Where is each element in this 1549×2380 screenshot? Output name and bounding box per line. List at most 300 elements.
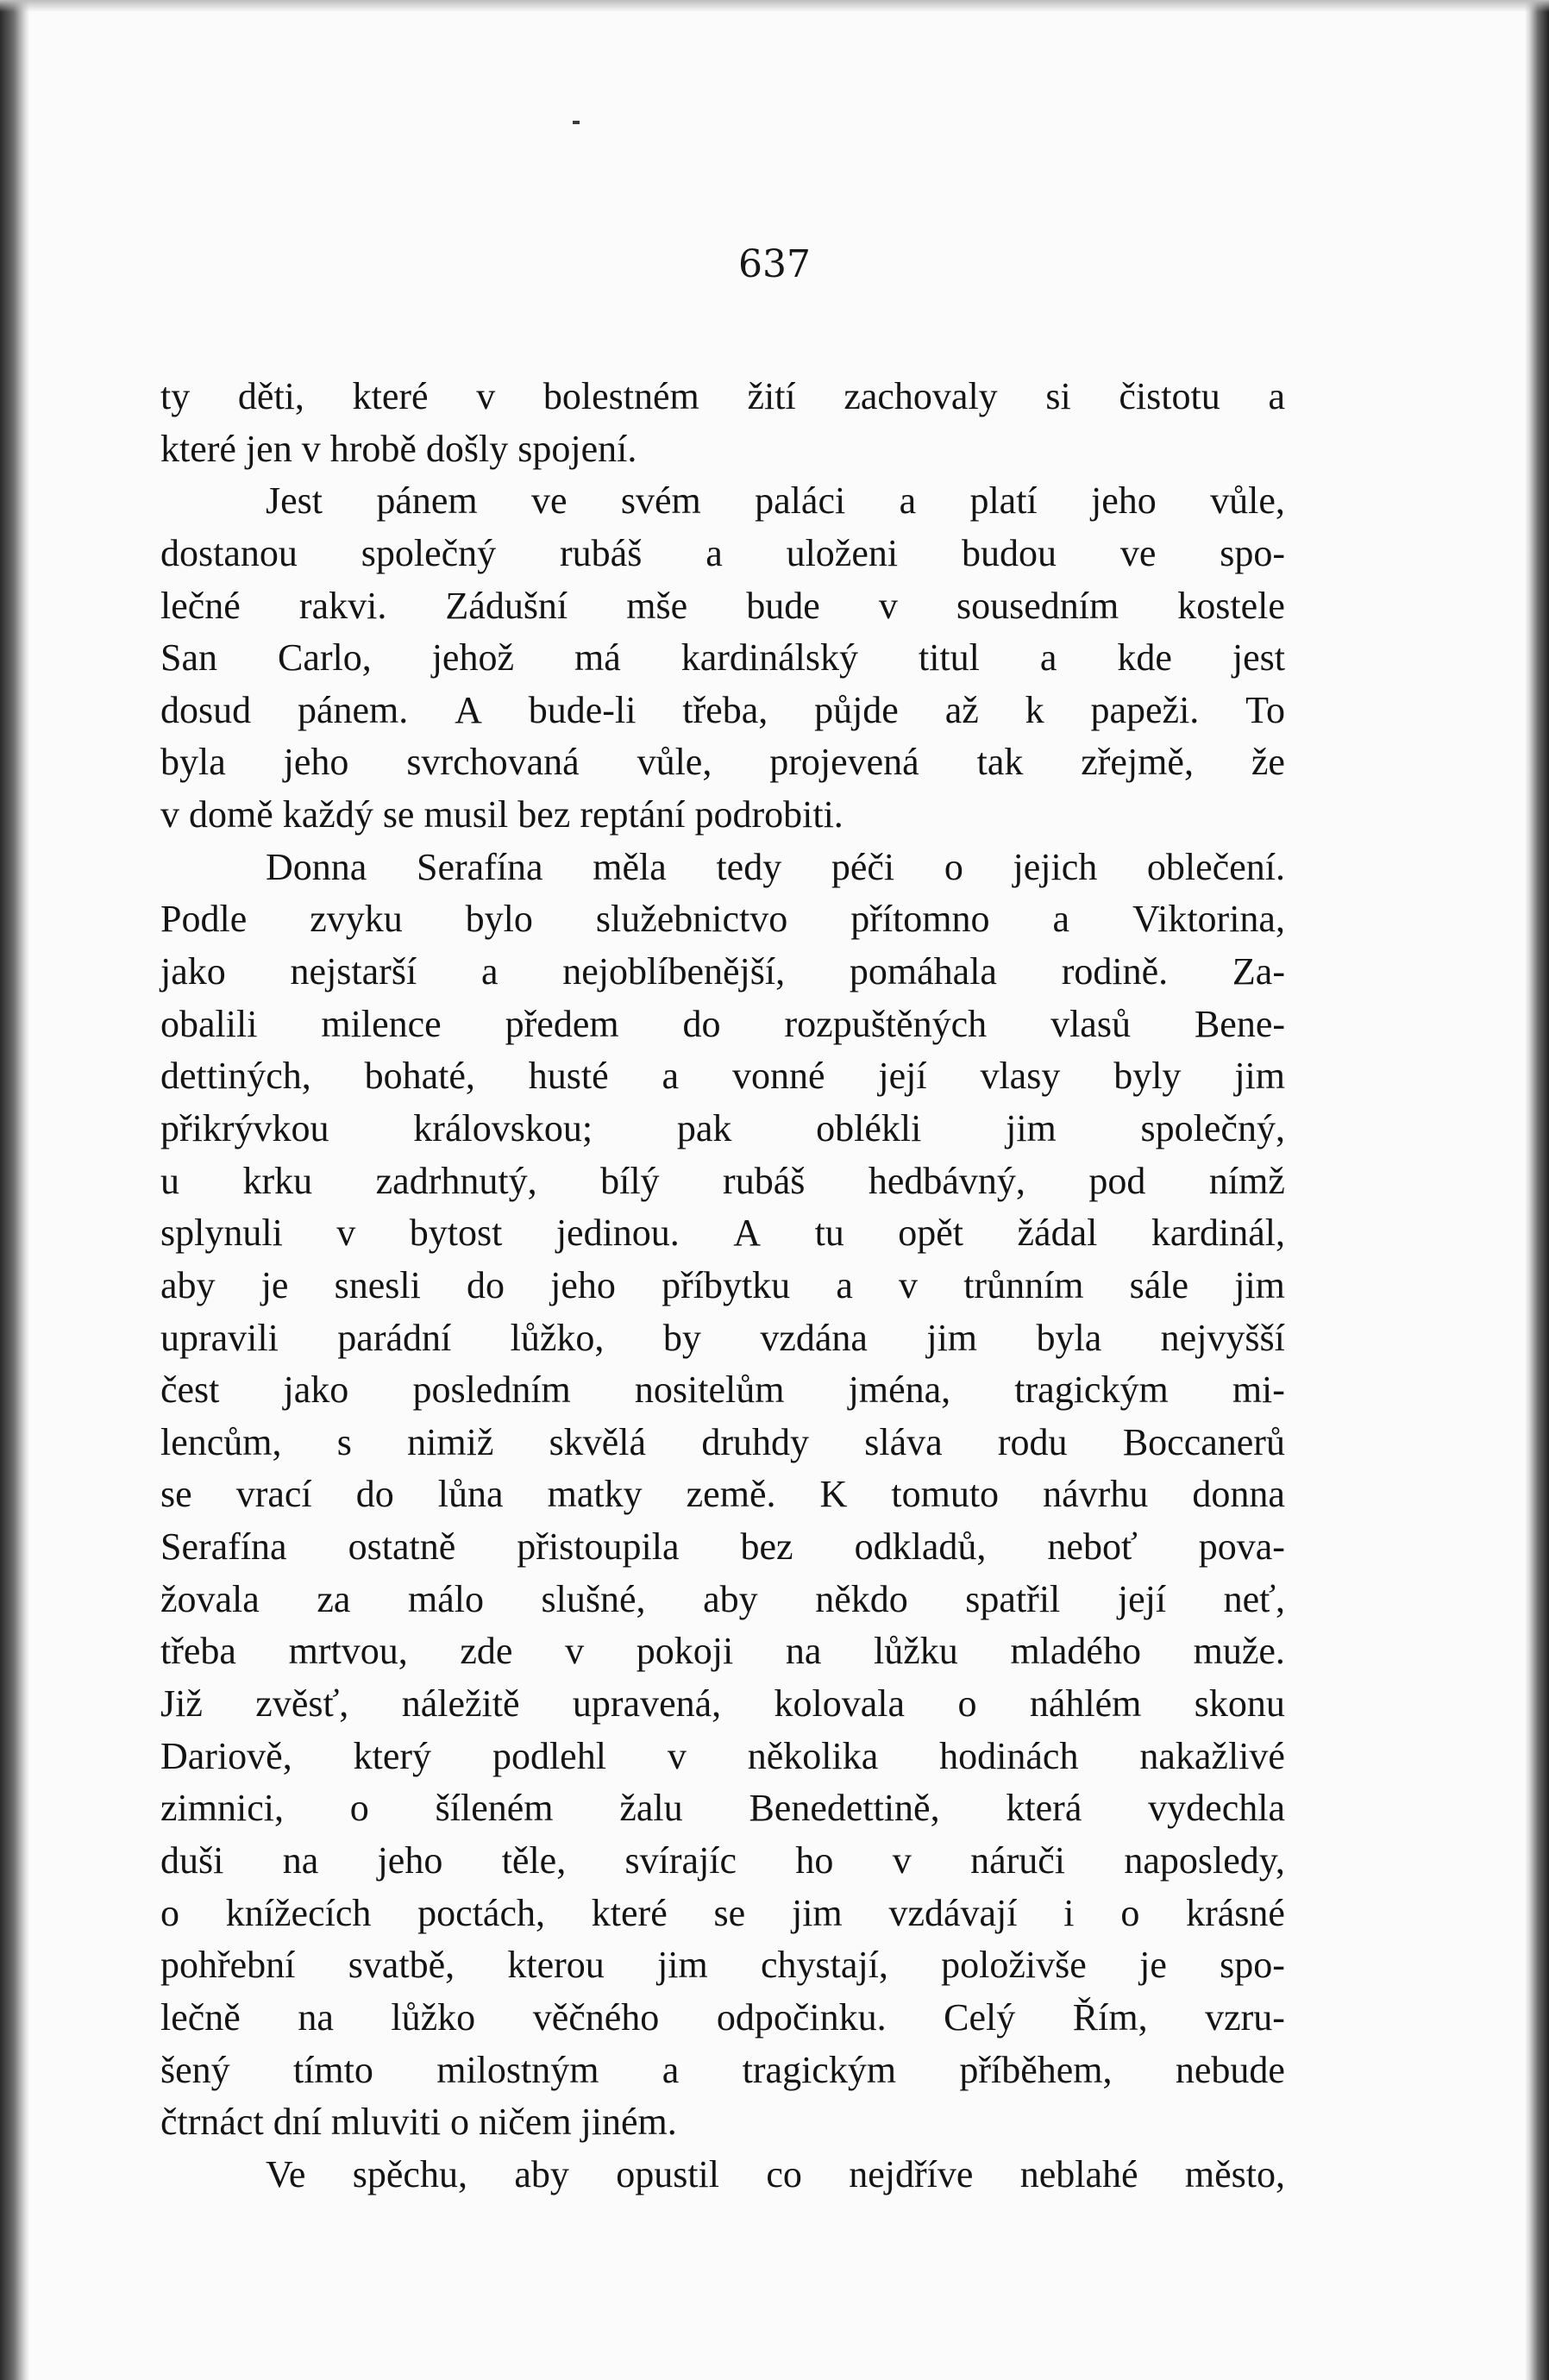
word: paláci: [755, 479, 846, 523]
word: která: [1006, 1787, 1082, 1830]
text-line-5: [160, 580, 1285, 633]
word: služebnictvo: [595, 898, 788, 941]
word: žovala: [160, 1577, 260, 1620]
word: rodině.: [1061, 950, 1169, 993]
word: Ve: [266, 2152, 306, 2195]
word: vzdána: [760, 1316, 868, 1359]
word: sláva: [864, 1420, 943, 1463]
word: vydechla: [1148, 1787, 1285, 1830]
word: kterou: [507, 1944, 605, 1987]
word: vzdávají: [888, 1891, 1018, 1934]
word: bytost: [409, 1212, 503, 1255]
word: návrhu: [1043, 1473, 1149, 1516]
text-line-31: [160, 1939, 1285, 1992]
text-line-35: [160, 2149, 1285, 2202]
word: vlasy: [980, 1055, 1061, 1098]
text-line-24: [160, 1574, 1285, 1626]
word: San: [160, 636, 217, 680]
scan-left-edge-shadow: [0, 0, 29, 2380]
word: hodinách: [939, 1734, 1079, 1777]
word: rubáš: [560, 531, 643, 574]
word: věčného: [532, 1995, 660, 2039]
word: druhdy: [701, 1420, 809, 1463]
word: A: [455, 688, 482, 731]
word: k: [1025, 688, 1044, 731]
word: upravená,: [572, 1682, 722, 1726]
word: jim: [926, 1316, 978, 1359]
text-line-1: [160, 371, 1285, 423]
word: bude-li: [528, 688, 637, 731]
word: snesli: [334, 1263, 421, 1306]
word: odkladů,: [854, 1525, 987, 1569]
word: na: [785, 1630, 822, 1673]
word: zvyku: [310, 898, 403, 941]
word: opět: [898, 1212, 964, 1255]
word: Carlo,: [277, 636, 372, 680]
word: tomuto: [891, 1473, 1000, 1516]
word: do: [682, 1002, 721, 1045]
word: společný: [361, 531, 497, 574]
word: dettiných,: [160, 1055, 311, 1098]
word: královskou;: [413, 1106, 593, 1149]
word: co: [766, 2152, 802, 2195]
word: lečné: [160, 584, 241, 627]
text-line-4: [160, 528, 1285, 580]
word: Serafína: [416, 845, 543, 888]
word: muže.: [1193, 1630, 1285, 1673]
word: bez: [740, 1525, 793, 1569]
word: i: [1063, 1891, 1075, 1934]
word: krásné: [1186, 1891, 1285, 1934]
word: rodu: [997, 1420, 1068, 1463]
text-line-12: [160, 946, 1285, 999]
word: jako: [283, 1368, 349, 1412]
word: kolovala: [774, 1682, 906, 1726]
word: neboť: [1047, 1525, 1138, 1569]
word: u: [160, 1159, 179, 1202]
text-line-17: [160, 1207, 1285, 1260]
word: Jest: [266, 479, 323, 523]
word: jim: [657, 1944, 708, 1987]
word: kardinál,: [1151, 1212, 1285, 1255]
word: nejoblíbenější,: [562, 950, 786, 993]
word: zde: [460, 1630, 513, 1673]
word: těle,: [501, 1838, 567, 1882]
word: několika: [747, 1734, 879, 1777]
word: knížecích: [225, 1891, 372, 1934]
word: Již: [160, 1682, 203, 1726]
text-line-9: v domě každý se musil bez reptání podrobiti.: [160, 793, 843, 836]
word: jehož: [431, 636, 514, 680]
word: lůna: [437, 1473, 504, 1516]
word: šený: [160, 2048, 230, 2091]
word: mše: [626, 584, 688, 627]
word: lůžko,: [510, 1316, 605, 1359]
word: vonné: [731, 1055, 825, 1098]
word: vzru-: [1205, 1995, 1285, 2039]
word: a: [480, 950, 499, 993]
word: který: [353, 1734, 432, 1777]
word: se: [160, 1473, 192, 1516]
word: oblékli: [816, 1106, 922, 1149]
word: ty: [160, 375, 191, 417]
word: spatřil: [965, 1577, 1061, 1620]
word: v: [565, 1630, 585, 1673]
text-line-25: [160, 1625, 1285, 1678]
word: poctách,: [417, 1891, 545, 1934]
word: měla: [593, 845, 667, 888]
text-line-28: [160, 1782, 1285, 1835]
word: vrací: [235, 1473, 312, 1516]
word: až: [944, 688, 979, 731]
word: zadrhnutý,: [375, 1159, 537, 1202]
word: platí: [969, 479, 1038, 523]
word: nimiž: [407, 1420, 494, 1463]
word: s: [336, 1420, 352, 1463]
text-line-10: [160, 842, 1285, 894]
word: sousedním: [956, 584, 1119, 627]
word: pak: [676, 1106, 732, 1149]
word: o: [944, 845, 963, 888]
text-line-8: [160, 736, 1285, 789]
word: matky: [547, 1473, 643, 1516]
word: aby: [514, 2152, 569, 2195]
word: zimnici,: [160, 1787, 284, 1830]
word: Dariově,: [160, 1734, 292, 1777]
word: děti,: [237, 375, 304, 417]
word: které: [591, 1891, 668, 1934]
word: náruči: [970, 1838, 1066, 1882]
word: země.: [686, 1473, 776, 1516]
word: kostele: [1177, 584, 1285, 627]
word: tragickým: [742, 2048, 897, 2091]
word: vůle,: [1210, 479, 1285, 523]
word: její: [878, 1055, 927, 1098]
word: málo: [408, 1577, 484, 1620]
word: trůnním: [963, 1263, 1084, 1306]
word: naposledy,: [1124, 1838, 1285, 1882]
word: byla: [1036, 1316, 1102, 1359]
word: o: [160, 1891, 179, 1934]
word: mladého: [1010, 1630, 1141, 1673]
word: krku: [242, 1159, 313, 1202]
word: nositelům: [634, 1368, 785, 1412]
word: a: [1039, 636, 1057, 680]
word: jim: [1234, 1263, 1285, 1306]
word: v: [878, 584, 898, 627]
word: vlasů: [1050, 1002, 1131, 1045]
word: lůžku: [874, 1630, 958, 1673]
word: příbytku: [662, 1263, 791, 1306]
word: tedy: [716, 845, 782, 888]
word: tímto: [292, 2048, 373, 2091]
word: které: [352, 375, 429, 417]
word: jeho: [377, 1838, 443, 1882]
word: spo-: [1220, 531, 1285, 574]
scan-top-edge-shadow: [0, 0, 1549, 12]
word: na: [282, 1838, 319, 1882]
word: aby: [703, 1577, 758, 1620]
word: aby: [160, 1263, 216, 1306]
word: o: [957, 1682, 977, 1726]
word: zachovaly: [843, 375, 998, 417]
word: Řím,: [1072, 1995, 1148, 2039]
word: To: [1245, 688, 1285, 731]
word: nímž: [1208, 1159, 1285, 1202]
text-line-22: [160, 1469, 1285, 1521]
word: milostným: [436, 2048, 599, 2091]
word: čest: [160, 1368, 220, 1412]
word: jim: [1006, 1106, 1057, 1149]
word: na: [298, 1995, 334, 2039]
word: někdo: [815, 1577, 908, 1620]
word: žití: [747, 375, 796, 417]
word: bolestném: [542, 375, 699, 417]
word: lečně: [160, 1995, 241, 2039]
word: spo-: [1220, 1944, 1285, 1987]
word: pohřební: [160, 1944, 296, 1987]
word: přistoupila: [517, 1525, 680, 1569]
word: společný,: [1140, 1106, 1285, 1149]
word: projevená: [769, 741, 919, 784]
text-line-14: [160, 1050, 1285, 1103]
word: je: [260, 1263, 289, 1306]
word: podlehl: [492, 1734, 606, 1777]
word: že: [1251, 741, 1285, 784]
word: titul: [918, 636, 980, 680]
word: jest: [1232, 636, 1285, 680]
word: vůle,: [637, 741, 712, 784]
word: dosud: [160, 688, 252, 731]
word: dostanou: [160, 531, 298, 574]
word: ho: [795, 1838, 834, 1882]
word: v: [892, 1838, 912, 1882]
text-line-15: [160, 1103, 1285, 1156]
word: bílý: [600, 1159, 660, 1202]
word: za: [317, 1577, 351, 1620]
text-line-3: [160, 475, 1285, 528]
word: předem: [505, 1002, 619, 1045]
word: slušné,: [541, 1577, 646, 1620]
word: v: [899, 1263, 919, 1306]
word: Celý: [944, 1995, 1016, 2039]
word: o: [1120, 1891, 1140, 1934]
page-number: 637: [738, 242, 811, 286]
word: jako: [160, 950, 226, 993]
word: skonu: [1194, 1682, 1285, 1726]
word: přítomno: [850, 898, 990, 941]
word: město,: [1184, 2152, 1285, 2195]
word: jeho: [1091, 479, 1157, 523]
word: náležitě: [401, 1682, 520, 1726]
text-line-30: [160, 1888, 1285, 1940]
word: lencům,: [160, 1420, 282, 1463]
text-line-20: [160, 1364, 1285, 1417]
word: čistotu: [1119, 375, 1220, 417]
word: papeži.: [1090, 688, 1200, 731]
word: Boccanerů: [1122, 1420, 1285, 1463]
word: rakvi.: [298, 584, 387, 627]
word: jeho: [550, 1263, 616, 1306]
word: donna: [1192, 1473, 1285, 1516]
word: K: [819, 1473, 848, 1516]
word: tu: [814, 1212, 844, 1255]
word: a: [662, 1055, 680, 1098]
word: Podle: [160, 898, 248, 941]
word: neblahé: [1019, 2152, 1138, 2195]
word: A: [733, 1212, 762, 1255]
word: mi-: [1232, 1368, 1285, 1412]
word: upravili: [160, 1316, 279, 1359]
text-line-13: [160, 999, 1285, 1051]
word: milence: [321, 1002, 442, 1045]
word: nakažlivé: [1139, 1734, 1285, 1777]
text-line-7: [160, 685, 1285, 737]
word: a: [1052, 898, 1070, 941]
text-line-11: [160, 893, 1285, 946]
word: jejich: [1013, 845, 1098, 888]
word: pod: [1088, 1159, 1146, 1202]
word: a: [836, 1263, 853, 1306]
text-line-16: [160, 1156, 1285, 1208]
word: rozpuštěných: [784, 1002, 988, 1045]
word: o: [349, 1787, 369, 1830]
word: svírajíc: [624, 1838, 737, 1882]
word: pova-: [1198, 1525, 1285, 1569]
word: třeba,: [682, 688, 768, 731]
word: žalu: [619, 1787, 683, 1830]
word: posledním: [412, 1368, 571, 1412]
word: spěchu,: [352, 2152, 467, 2195]
word: a: [899, 479, 917, 523]
word: bohaté,: [364, 1055, 475, 1098]
word: půjde: [814, 688, 899, 731]
word: Benedettině,: [749, 1787, 940, 1830]
word: Donna: [266, 845, 367, 888]
word: bylo: [465, 898, 533, 941]
word: v: [476, 375, 496, 417]
word: a: [1268, 375, 1285, 417]
word: třeba: [160, 1630, 236, 1673]
word: v: [667, 1734, 687, 1777]
text-line-29: [160, 1835, 1285, 1888]
word: příběhem,: [959, 2048, 1113, 2091]
word: pánem: [376, 479, 478, 523]
word: kde: [1117, 636, 1172, 680]
word: ve: [1119, 531, 1157, 574]
word: lůžko: [391, 1995, 476, 2039]
word: ve: [531, 479, 568, 523]
word: má: [574, 636, 621, 680]
word: je: [1139, 1944, 1167, 1987]
word: Serafína: [160, 1525, 287, 1569]
word: Bene-: [1194, 1002, 1285, 1045]
word: hedbávný,: [868, 1159, 1025, 1202]
word: odpočinku.: [716, 1995, 887, 2039]
word: v: [336, 1212, 356, 1255]
text-line-2: které jen v hrobě došly spojení.: [160, 427, 637, 470]
word: zvěsť,: [255, 1682, 349, 1726]
word: pokoji: [636, 1630, 734, 1673]
word: oblečení.: [1146, 845, 1285, 888]
word: duši: [160, 1838, 224, 1882]
word: do: [355, 1473, 394, 1516]
word: Viktorina,: [1132, 898, 1285, 941]
word: opustil: [616, 2152, 719, 2195]
word: Zádušní: [445, 584, 568, 627]
word: mrtvou,: [288, 1630, 408, 1673]
word: pomáhala: [849, 950, 997, 993]
word: šíleném: [435, 1787, 554, 1830]
word: byla: [160, 741, 226, 784]
word: Za-: [1232, 950, 1285, 993]
print-mark: [573, 121, 580, 124]
word: pánem.: [297, 688, 409, 731]
word: nejdříve: [849, 2152, 974, 2195]
word: jména,: [848, 1368, 951, 1412]
word: tak: [976, 741, 1024, 784]
word: byly: [1113, 1055, 1182, 1098]
word: péči: [831, 845, 895, 888]
word: jim: [1234, 1055, 1285, 1098]
text-line-26: [160, 1678, 1285, 1731]
text-line-18: [160, 1260, 1285, 1312]
word: zřejmě,: [1081, 741, 1194, 784]
word: sále: [1129, 1263, 1189, 1306]
word: nejvyšší: [1160, 1316, 1285, 1359]
word: budou: [961, 531, 1057, 574]
text-line-32: [160, 1992, 1285, 2045]
word: tragickým: [1014, 1368, 1169, 1412]
word: bude: [746, 584, 820, 627]
word: ostatně: [348, 1525, 456, 1569]
text-line-23: [160, 1521, 1285, 1574]
word: nejstarší: [290, 950, 417, 993]
word: její: [1117, 1577, 1167, 1620]
body-text: [160, 371, 1285, 2201]
text-line-19: [160, 1312, 1285, 1365]
word: přikrývkou: [160, 1106, 329, 1149]
word: skvělá: [549, 1420, 647, 1463]
word: do: [467, 1263, 505, 1306]
word: svatbě,: [348, 1944, 455, 1987]
word: nebude: [1175, 2048, 1285, 2091]
word: obalili: [160, 1002, 258, 1045]
word: parádní: [337, 1316, 452, 1359]
word: kardinálský: [680, 636, 858, 680]
word: chystají,: [761, 1944, 888, 1987]
text-line-27: [160, 1731, 1285, 1783]
text-line-6: [160, 632, 1285, 685]
word: rubáš: [723, 1159, 806, 1202]
word: položivše: [941, 1944, 1087, 1987]
word: jeho: [283, 741, 349, 784]
word: uloženi: [786, 531, 899, 574]
word: žádal: [1017, 1212, 1098, 1255]
text-line-21: [160, 1417, 1285, 1469]
word: jim: [791, 1891, 843, 1934]
word: náhlém: [1029, 1682, 1142, 1726]
word: svém: [620, 479, 701, 523]
word: svrchovaná: [406, 741, 580, 784]
word: a: [706, 531, 723, 574]
word: splynuli: [160, 1212, 283, 1255]
word: se: [713, 1891, 746, 1934]
word: jedinou.: [555, 1212, 680, 1255]
scan-right-edge-shadow: [1525, 0, 1549, 2380]
word: si: [1045, 375, 1071, 417]
word: neť,: [1223, 1577, 1285, 1620]
